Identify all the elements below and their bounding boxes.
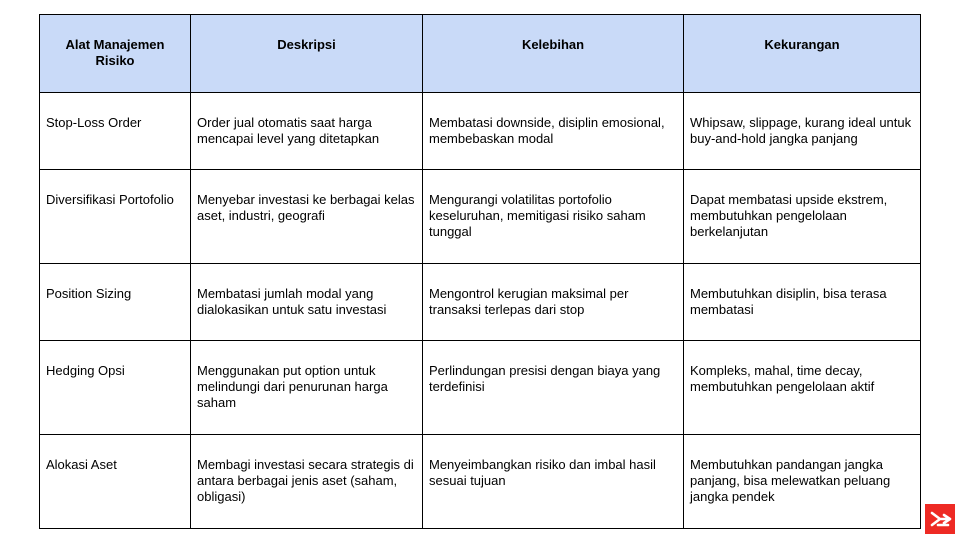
cell-advantages: Mengurangi volatilitas portofolio keseluruhan, memitigasi risiko saham tunggal [423, 170, 684, 264]
table-row [40, 170, 921, 264]
risk-management-table [39, 14, 921, 529]
table-row [40, 93, 921, 170]
cell-tool: Position Sizing [40, 264, 191, 341]
cell-disadvantages: Membutuhkan disiplin, bisa terasa membatasi [684, 264, 921, 341]
cell-tool: Stop-Loss Order [40, 93, 191, 170]
header-kekurangan: Kekurangan [684, 15, 921, 93]
table-row [40, 435, 921, 529]
cell-disadvantages: Membutuhkan pandangan jangka panjang, bisa melewatkan peluang jangka pendek [684, 435, 921, 529]
header-kelebihan: Kelebihan [423, 15, 684, 93]
cell-description: Membagi investasi secara strategis di antara berbagai jenis aset (saham, obligasi) [191, 435, 423, 529]
header-alat: Alat Manajemen Risiko [40, 15, 191, 93]
cell-advantages: Perlindungan presisi dengan biaya yang terdefinisi [423, 341, 684, 435]
table-row [40, 264, 921, 341]
cell-description: Membatasi jumlah modal yang dialokasikan untuk satu investasi [191, 264, 423, 341]
header-deskripsi: Deskripsi [191, 15, 423, 93]
cell-disadvantages: Whipsaw, slippage, kurang ideal untuk buy-and-hold jangka panjang [684, 93, 921, 170]
cell-tool: Alokasi Aset [40, 435, 191, 529]
cell-advantages: Membatasi downside, disiplin emosional, membebaskan modal [423, 93, 684, 170]
brand-logo-icon [925, 504, 955, 534]
cell-tool: Hedging Opsi [40, 341, 191, 435]
table-row [40, 341, 921, 435]
cell-disadvantages: Dapat membatasi upside ekstrem, membutuhkan pengelolaan berkelanjutan [684, 170, 921, 264]
cell-advantages: Menyeimbangkan risiko dan imbal hasil sesuai tujuan [423, 435, 684, 529]
cell-tool: Diversifikasi Portofolio [40, 170, 191, 264]
cell-description: Order jual otomatis saat harga mencapai level yang ditetapkan [191, 93, 423, 170]
cell-disadvantages: Kompleks, mahal, time decay, membutuhkan pengelolaan aktif [684, 341, 921, 435]
brand-logo-mark [925, 504, 955, 534]
cell-description: Menyebar investasi ke berbagai kelas aset, industri, geografi [191, 170, 423, 264]
cell-description: Menggunakan put option untuk melindungi dari penurunan harga saham [191, 341, 423, 435]
cell-advantages: Mengontrol kerugian maksimal per transaksi terlepas dari stop [423, 264, 684, 341]
table-header-row [40, 15, 921, 93]
